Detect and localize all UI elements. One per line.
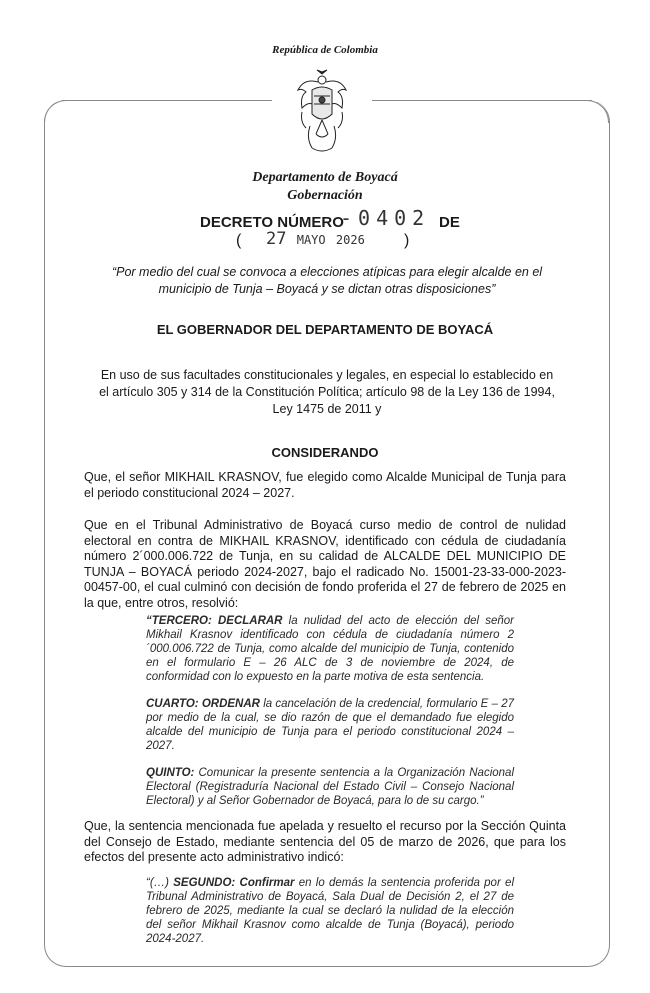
quote-segundo xyxy=(146,876,514,946)
quote-quinto-body: Comunicar la presente sentencia a la Organización Nacional Electoral (Registraduría Nacional del Estado Civil – Consejo Nacional Electoral) y al Señor Gobernador de Boyacá, para lo de su cargo.” xyxy=(146,767,514,807)
frame-top-right-line xyxy=(372,100,592,101)
legal-powers-paragraph: En uso de sus facultades constitucionales y legales, en especial lo establecido en el artículo 305 y 314 de la Constitución Política; artículo 98 de la Ley 136 de 1994, Ley 1475 de 2011 y xyxy=(99,368,555,416)
quote-quinto xyxy=(146,766,514,808)
date-day: 27 xyxy=(266,229,287,249)
considerando-heading: CONSIDERANDO xyxy=(271,445,379,460)
decree-date-stamp xyxy=(266,229,365,249)
quote-quinto-lead: QUINTO: xyxy=(146,767,195,779)
paragraph-tribunal: Que en el Tribunal Administrativo de Boyacá curso medio de control de nulidad electoral en contra de MIKHAIL KRASNOV, identificado con cédula de ciudadanía número 2´000.006.722 de Tunja, en su calidad de ALCALDE DEL MUNICIPIO DE TUNJA – BOYACÁ periodo 2024-2027, bajo el radicado No. 15001-23-33-000-2023-00457-00, el cual culminó con decisión de fondo proferida el 27 de febrero de 2025 en la que, entre otros, resolvió: xyxy=(84,518,566,610)
quote-cuarto xyxy=(146,697,514,753)
date-month: MAYO xyxy=(296,233,326,247)
authority-heading: EL GOBERNADOR DEL DEPARTAMENTO DE BOYACÁ xyxy=(156,322,494,337)
quote-segundo-body: en lo demás la sentencia proferida por el Tribunal Administrativo de Boyacá, Sala Dual de Decisión 2, el 27 de febrero de 2025, mediante la cual se declaró la nulidad de la elección del señor Mikhail Krasnov como alcalde de Tunja (Boyacá), periodo 2024-2027. xyxy=(146,877,515,945)
paragraph-election: Que, el señor MIKHAIL KRASNOV, fue elegido como Alcalde Municipal de Tunja para el periodo constitucional 2024 – 2027. xyxy=(84,470,566,500)
quote-tercero-lead: “TERCERO: DECLARAR xyxy=(146,615,283,627)
paragraph-appeal: Que, la sentencia mencionada fue apelada y resuelto el recurso por la Sección Quinta del Consejo de Estado, mediante sentencia del 05 de marzo de 2026, que para los efectos del presente acto administrativo indicó: xyxy=(84,819,566,864)
date-close-paren: ) xyxy=(404,232,410,249)
coat-of-arms-eagle-icon xyxy=(296,68,348,156)
date-open-paren: ( xyxy=(236,232,242,249)
decree-epigraph: “Por medio del cual se convoca a elecciones atípicas para elegir alcalde en el municipio de Tunja – Boyacá y se dictan otras disposiciones” xyxy=(111,265,543,296)
decree-number-stamp: -0402 xyxy=(340,206,431,230)
quote-tercero xyxy=(146,614,514,684)
frame-top-left-line xyxy=(62,100,272,101)
quote-segundo-pre: “(…) xyxy=(146,877,174,889)
quote-tercero-body: la nulidad del acto de elección del señor Mikhail Krasnov identificado con cédula de ciudadanía número 2´000.006.722 de Tunja, como alcalde del municipio de Tunja, contenido en el formulario E – 26 ALC de 3 de noviembre de 2024, de conformidad con lo expuesto en la parte motiva de esta sentencia. xyxy=(146,615,515,683)
frame-corner-left xyxy=(44,100,67,123)
quote-segundo-lead: SEGUNDO: Confirmar xyxy=(173,877,295,889)
department-name: Departamento de Boyacá xyxy=(252,170,398,185)
quote-cuarto-lead: CUARTO: ORDENAR xyxy=(146,698,260,710)
republica-heading: República de Colombia xyxy=(272,44,378,56)
gobernacion-name: Gobernación xyxy=(287,188,363,203)
frame-corner-right xyxy=(586,100,609,123)
decree-de-label: DE xyxy=(439,214,460,231)
date-year: 2026 xyxy=(335,233,365,247)
decree-number-label: DECRETO NÚMERO xyxy=(200,214,344,231)
quote-cuarto-body: la cancelación de la credencial, formulario E – 27 por medio de la cual, se dio razón de que el demandado fue elegido alcalde del municipio de Tunja para el periodo constitucional 2024 – 2027. xyxy=(146,698,514,752)
